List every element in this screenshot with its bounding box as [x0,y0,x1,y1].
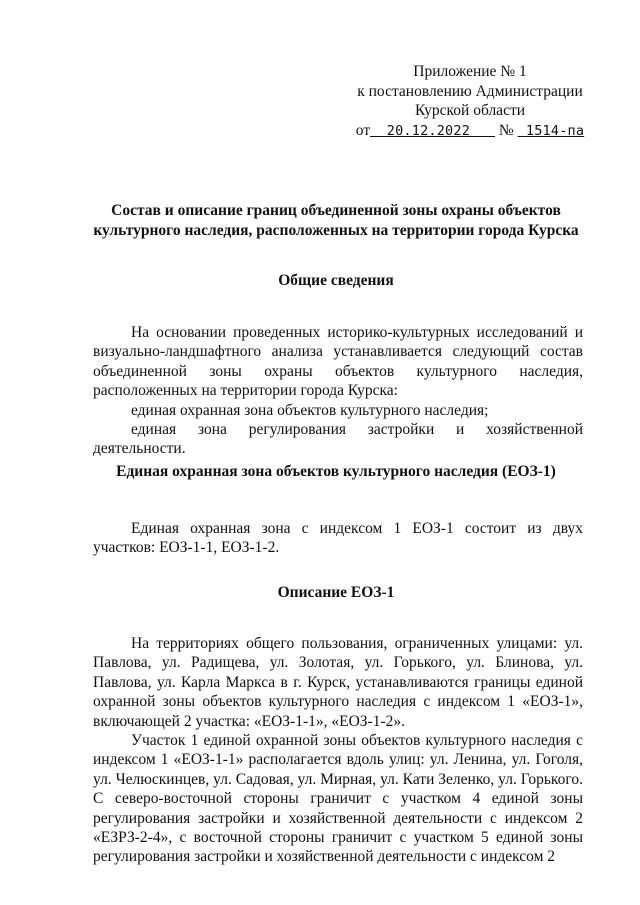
general-heading: Общие сведения [278,272,394,289]
date-value: 20.12.2022 [386,122,471,139]
description-heading: Описание ЕОЗ-1 [277,584,395,601]
description-section [93,634,583,867]
title-line-2: культурного наследия, расположенных на территории города Курска [93,221,579,239]
eoz-paragraph: Единая охранная зона с индексом 1 ЕОЗ-1 состоит из двух участков: ЕОЗ-1-1, ЕОЗ-1-2. [93,520,583,557]
general-list-item-1: единая охранная зона объектов культурного наследия; [131,401,489,419]
appendix-block [330,62,610,141]
description-paragraph-1: На территориях общего пользования, ограниченных улицами: ул. Павлова, ул. Радищева, ул. Золотая, ул. Горького, ул. Блинова, ул. Павлова, ул. Карла Маркса в г. Курск, устанавливаются границы единой охранной зоны объектов культурного наследия с индексом 1 «ЕОЗ-1», включающей 2 участка: «ЕОЗ-1-1», «ЕОЗ-1-2». [93,635,583,730]
description-paragraph-2: Участок 1 единой охранной зоны объектов культурного наследия с индексом 1 «ЕОЗ-1-1» располагается вдоль улиц: ул. Ленина, ул. Гоголя, ул. Челюскинцев, ул. Садовая, ул. Мирная, ул. Кати Зеленко, ул. Горького. С северо-восточной стороны граничит с участком 4 единой зоны регулирования застройки и хозяйственной деятельности с индексом 2 «ЕЗРЗ-2-4», с восточной стороны граничит с участком 5 единой зоны регулирования застройки и хозяйственной деятельности с индексом 2 [93,732,583,866]
appendix-resolution: к постановлению Администрации [357,82,583,100]
appendix-title: Приложение № 1 [413,63,527,80]
date-prefix: от [355,121,371,139]
number-value: 1514-па [525,122,585,139]
general-section [93,323,583,459]
appendix-region: Курской области [414,102,526,119]
general-list-item-2: единая зона регулирования застройки и хозяйственной деятельности. [93,421,583,458]
eoz-section [93,519,583,558]
title-line-1: Состав и описание границ объединенной зоны охраны объектов [111,202,561,219]
number-prefix: № [498,121,514,139]
general-paragraph: На основании проведенных историко-культурных исследований и визуально-ландшафтного анализа устанавливается следующий состав объединенной зоны охраны объектов культурного наследия, расположенных на территории города Курска: [93,324,583,400]
eoz-heading: Единая охранная зона объектов культурного наследия (ЕОЗ-1) [116,463,556,480]
appendix-date-line [330,121,610,142]
document-title [70,201,602,240]
